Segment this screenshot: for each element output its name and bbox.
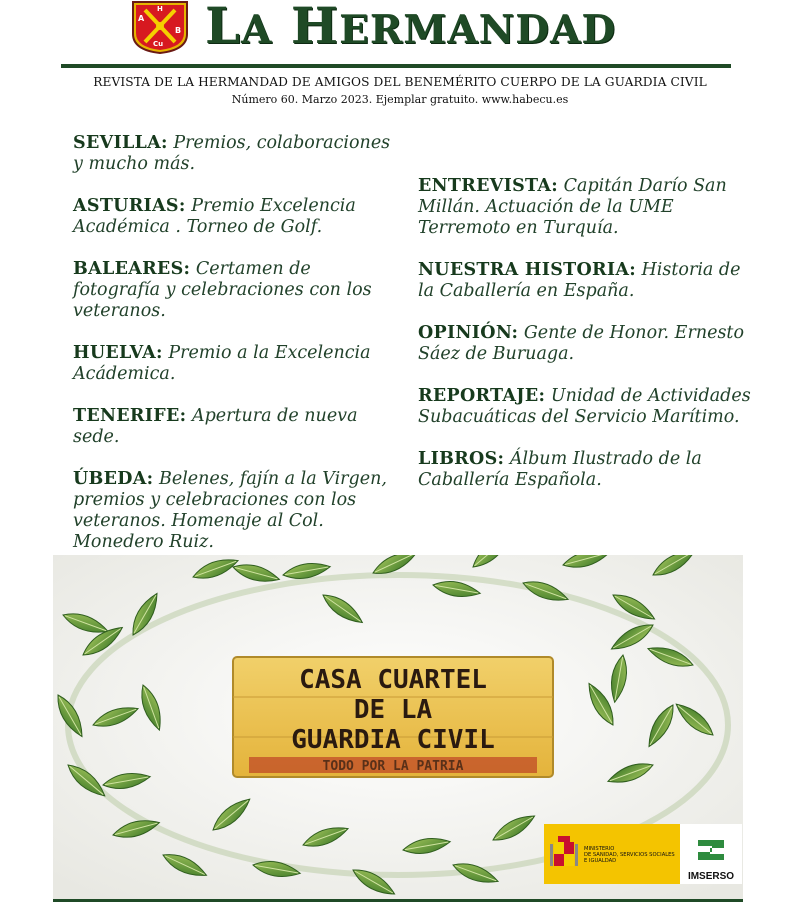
entry-text: Certamen de fotografía y celebraciones con los veteranos. — [73, 259, 372, 321]
logo-letter-b: B — [175, 26, 182, 35]
contents-entry — [73, 133, 403, 175]
entry-text: Capitán Darío San Millán. Actuación de la UME Terremoto en Turquía. — [418, 176, 727, 238]
entry-heading: TENERIFE: — [73, 406, 187, 426]
entry-heading: SEVILLA: — [73, 133, 168, 153]
ministry-logo — [544, 824, 680, 884]
entry-heading: BALEARES: — [73, 259, 191, 279]
title-rest-ermandad: ERMANDAD — [339, 7, 617, 53]
entry-text: Historia de la Caballería en España. — [418, 260, 741, 301]
bottom-rule — [53, 899, 743, 902]
casa-cuartel-sign — [233, 657, 553, 777]
entry-text: Unidad de Actividades Subacuáticas del Servicio Marítimo. — [418, 386, 751, 427]
imserso-emblem-icon — [680, 824, 742, 870]
logo-letter-a: A — [138, 14, 145, 23]
imserso-label: IMSERSO — [687, 871, 735, 882]
issue-line: Número 60. Marzo 2023. Ejemplar gratuito. www.habecu.es — [231, 93, 569, 106]
contents-entry — [73, 259, 403, 322]
contents-entry — [73, 469, 403, 553]
entry-heading: OPINIÓN: — [418, 323, 519, 343]
masthead — [0, 0, 800, 60]
sign-motto: TODO POR LA PATRIA — [322, 759, 464, 774]
logo-letter-cu: Cu — [153, 40, 164, 48]
logo-letter-h: H — [157, 5, 163, 13]
contents-entry — [73, 196, 403, 238]
contents-entry — [418, 323, 758, 365]
contents-entry — [73, 406, 403, 448]
entry-heading: REPORTAJE: — [418, 386, 546, 406]
entry-text: Premio Excelencia Académica . Torneo de Golf. — [73, 196, 356, 237]
entry-heading: ASTURIAS: — [73, 196, 186, 216]
entry-heading: NUESTRA HISTORIA: — [418, 260, 636, 280]
imserso-logo — [680, 824, 742, 884]
contents-entry — [73, 343, 403, 385]
sign-line-3: GUARDIA CIVIL — [291, 725, 495, 755]
contents-left-column — [73, 133, 403, 574]
contents-entry — [418, 449, 758, 491]
entry-heading: HUELVA: — [73, 343, 163, 363]
sign-line-2: DE LA — [353, 695, 433, 725]
ministry-text — [584, 846, 676, 864]
header-rule — [61, 64, 731, 68]
entry-text: Belenes, fajín a la Virgen, premios y celebraciones con los veteranos. Homenaje al Col. Monedero Ruiz. — [73, 469, 387, 552]
title-initial-h: H — [290, 0, 340, 55]
entry-heading: ENTREVISTA: — [418, 176, 559, 196]
contents-entry — [418, 260, 758, 302]
ministry-line-2: DE SANIDAD, SERVICIOS SOCIALES — [584, 852, 675, 858]
magazine-title — [205, 0, 616, 55]
hermandad-crest-icon — [131, 0, 189, 54]
entry-text: Álbum Ilustrado de la Caballería Española. — [418, 449, 702, 490]
title-rest-a: A — [241, 7, 273, 53]
magazine-subtitle: REVISTA DE LA HERMANDAD DE AMIGOS DEL BENEMÉRITO CUERPO DE LA GUARDIA CIVIL — [93, 75, 707, 89]
entry-text: Apertura de nueva sede. — [73, 406, 358, 447]
ministry-line-1: MINISTERIO — [584, 846, 615, 852]
entry-text: Premios, colaboraciones y mucho más. — [73, 133, 391, 174]
ministry-line-3: E IGUALDAD — [584, 858, 617, 864]
contents-entry — [418, 386, 758, 428]
entry-text: Gente de Honor. Ernesto Sáez de Buruaga. — [418, 323, 744, 364]
entry-heading: LIBROS: — [418, 449, 505, 469]
entry-heading: ÚBEDA: — [73, 469, 154, 489]
title-initial-l: L — [205, 0, 242, 55]
contents-entry — [418, 176, 758, 239]
contents-right-column — [418, 176, 758, 512]
entry-text: Premio a la Excelencia Acádemica. — [73, 343, 371, 384]
sign-line-1: CASA CUARTEL — [299, 665, 487, 695]
spain-coat-of-arms-icon — [544, 824, 584, 884]
